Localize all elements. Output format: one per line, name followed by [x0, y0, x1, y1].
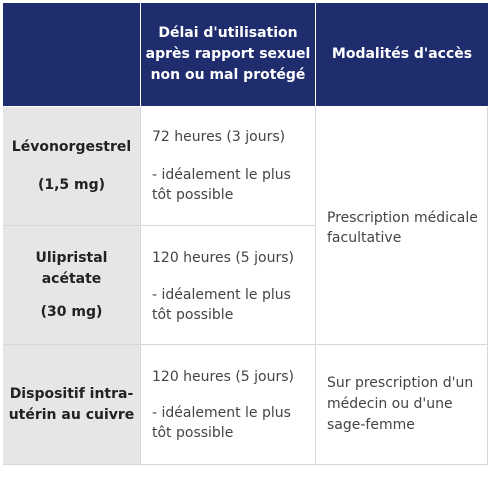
- divider: [3, 225, 315, 226]
- contraception-table: [3, 3, 488, 465]
- delay-main: 120 heures (5 jours): [152, 250, 294, 266]
- row-name-line2: acétate: [41, 270, 102, 287]
- row-label-iud: [3, 345, 140, 465]
- row-name-line1: Ulipristal: [35, 249, 108, 266]
- row-name-line1: Lévonorgestrel: [11, 138, 132, 155]
- delay-note-line1: - idéalement le plus: [152, 287, 291, 303]
- access-line1: Sur prescription d'un: [327, 375, 474, 391]
- access-line2: facultative: [327, 230, 402, 246]
- row-delay-iud: [141, 345, 315, 465]
- delay-note-line2: tôt possible: [152, 307, 234, 323]
- row-name-line2: utérin au cuivre: [8, 407, 135, 423]
- delay-main: 120 heures (5 jours): [152, 369, 294, 385]
- divider: [3, 344, 488, 345]
- divider: [487, 107, 488, 465]
- access-line2: médecin ou d'une: [327, 396, 453, 412]
- header-empty-cell: [3, 3, 140, 106]
- access-line3: sage-femme: [327, 417, 415, 433]
- delay-note-line1: - idéalement le plus: [152, 405, 291, 421]
- row-name-line3: (30 mg): [40, 303, 103, 320]
- header-delay-line3: non ou mal protégé: [150, 67, 306, 83]
- divider: [3, 464, 488, 465]
- divider: [315, 107, 316, 465]
- row-name-line2: (1,5 mg): [37, 176, 106, 193]
- header-delay-line2: après rapport sexuel: [145, 46, 311, 62]
- row-delay-levonorgestrel: [141, 107, 315, 225]
- access-line1: Prescription médicale: [327, 210, 478, 226]
- divider: [140, 107, 141, 465]
- header-delay: [141, 3, 315, 106]
- delay-note-line2: tôt possible: [152, 425, 234, 441]
- header-access: [316, 3, 488, 106]
- access-prescription-optional: [316, 107, 488, 344]
- delay-main: 72 heures (3 jours): [152, 129, 286, 145]
- access-iud: [316, 345, 488, 465]
- row-name-line1: Dispositif intra-: [9, 386, 134, 402]
- row-label-levonorgestrel: [3, 107, 140, 225]
- header-delay-line1: Délai d'utilisation: [158, 25, 298, 41]
- delay-note-line1: - idéalement le plus: [152, 167, 291, 183]
- header-access-label: Modalités d'accès: [331, 46, 473, 62]
- row-label-ulipristal: [3, 226, 140, 344]
- delay-note-line2: tôt possible: [152, 187, 234, 203]
- row-delay-ulipristal: [141, 226, 315, 344]
